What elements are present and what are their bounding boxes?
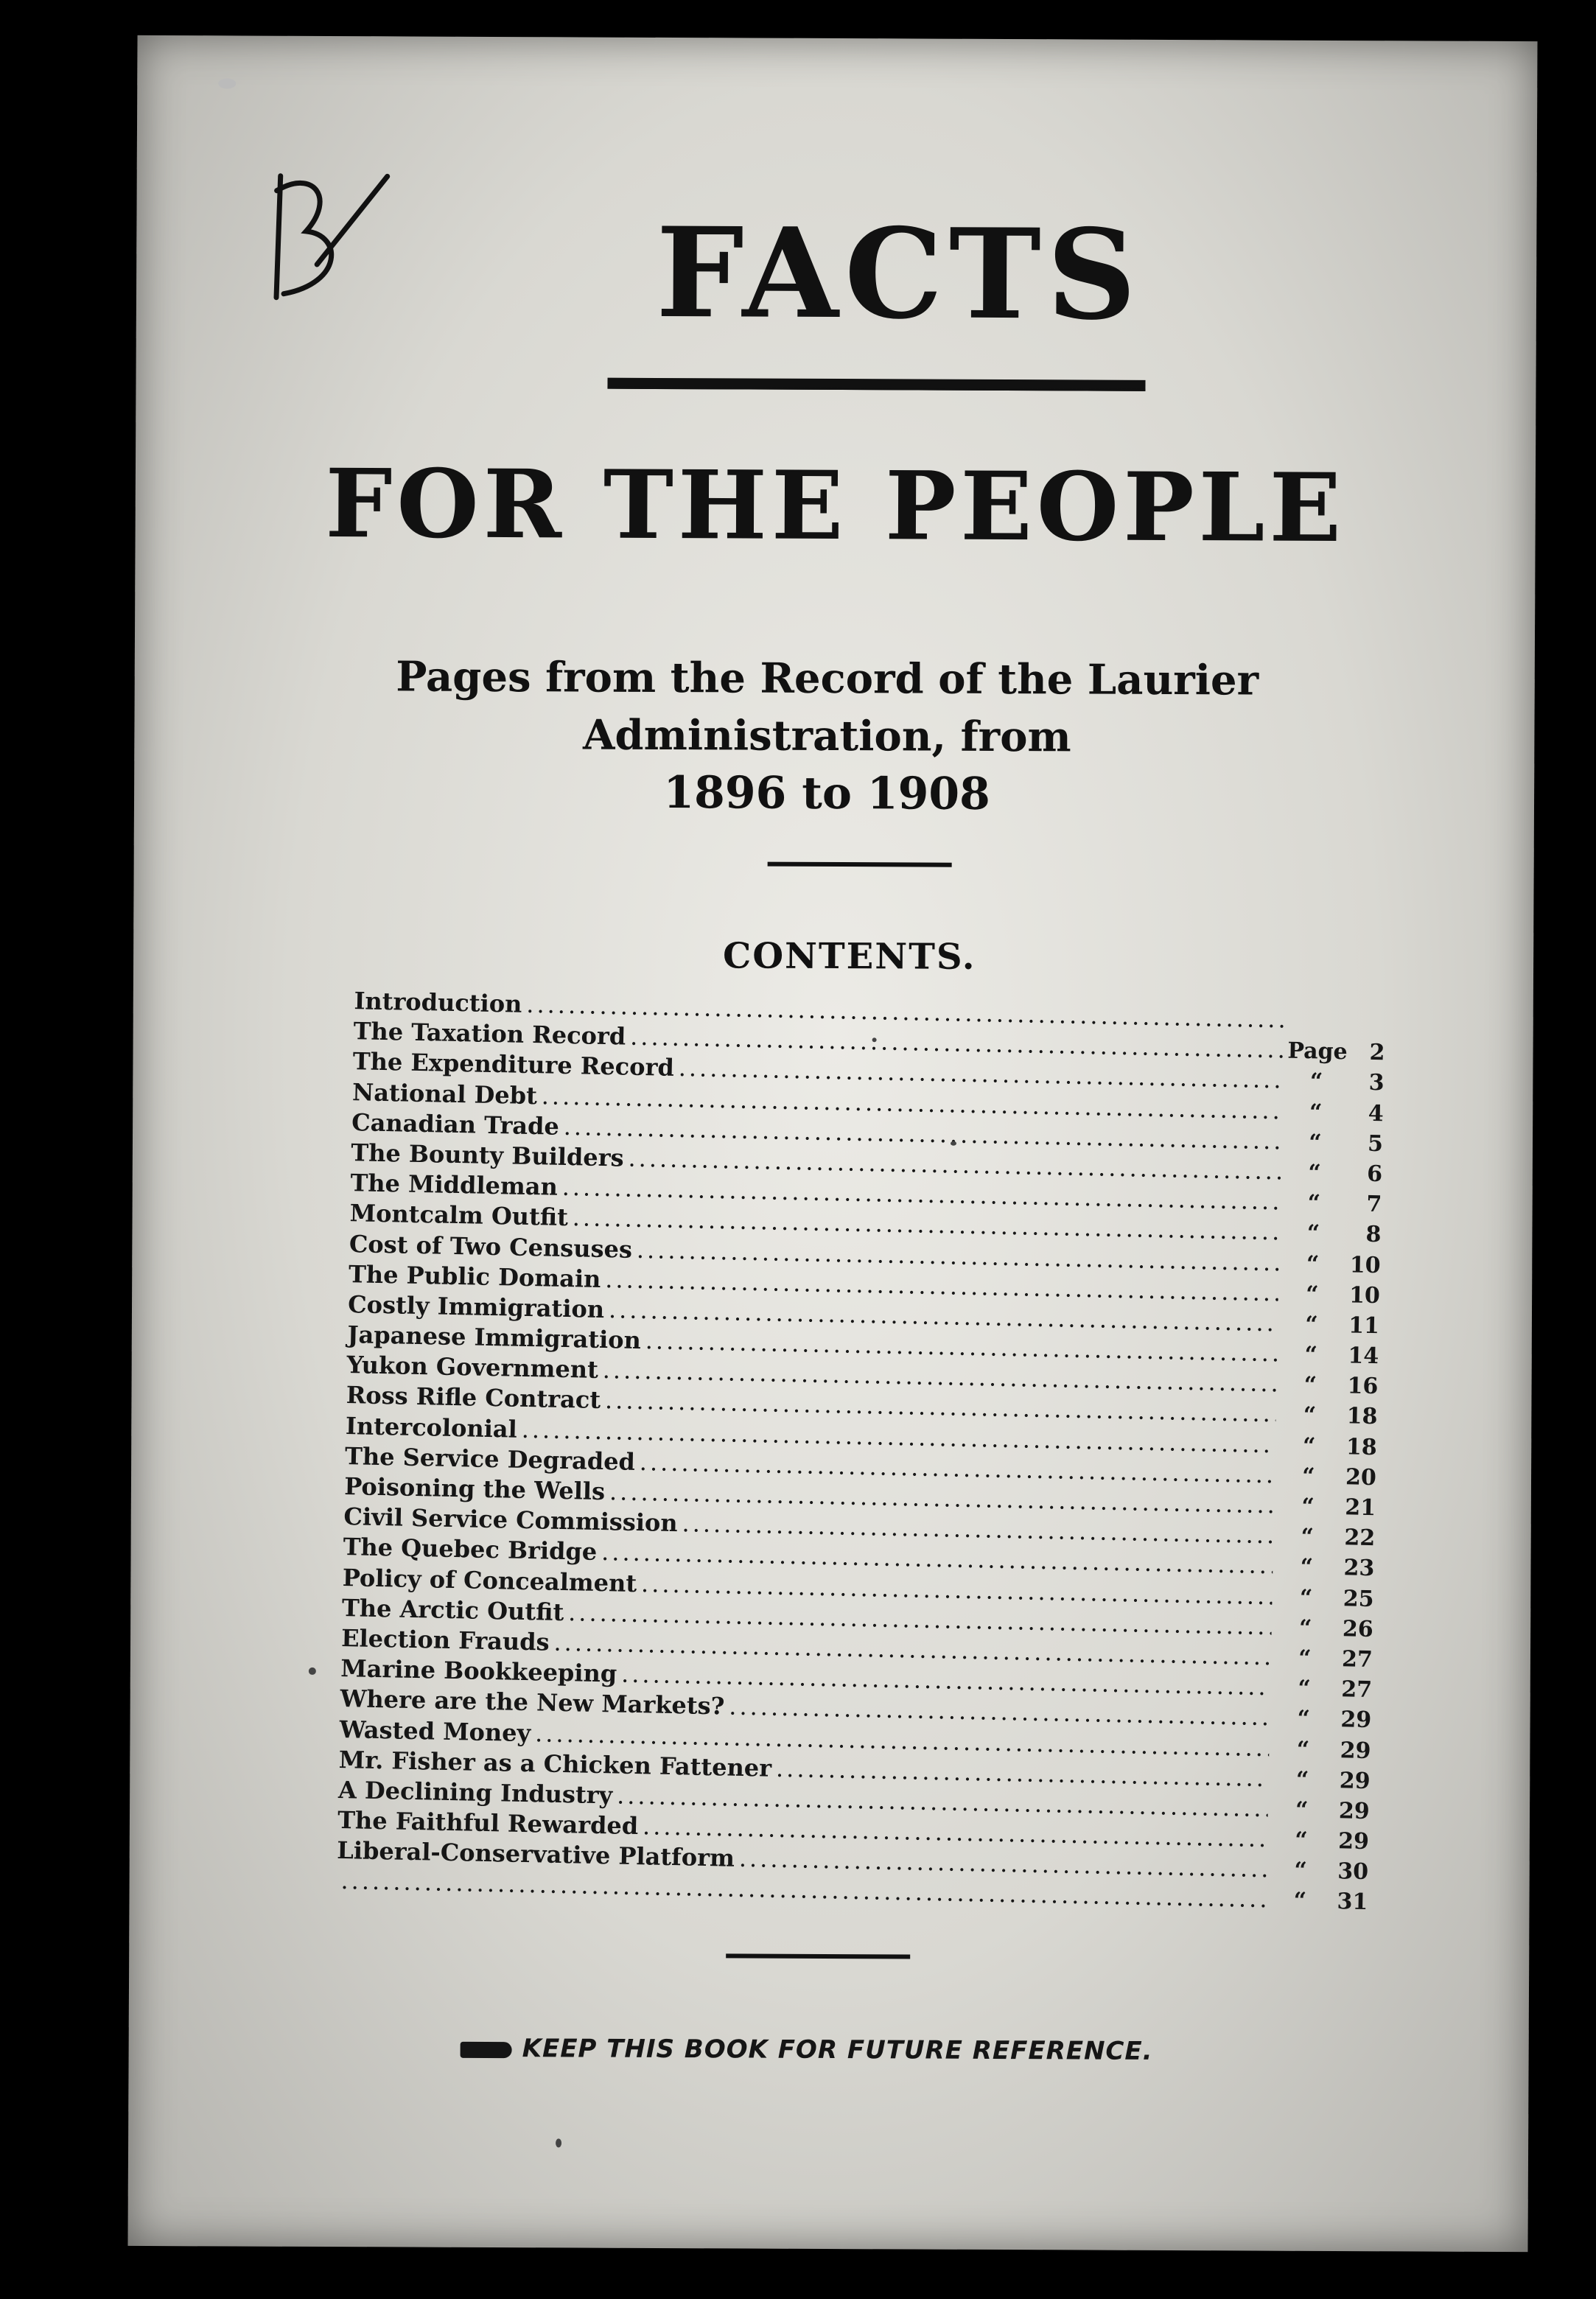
toc-page-number: 30	[1337, 1858, 1369, 1886]
toc-page-prefix: “	[1304, 1312, 1318, 1338]
toc-page-prefix: “	[1303, 1402, 1317, 1429]
toc-entry-title: Japanese Immigration	[347, 1320, 642, 1355]
toc-page-number: 29	[1340, 1707, 1372, 1734]
cover-main-subtitle: FOR THE PEOPLE	[325, 448, 1346, 564]
toc-entry-title: Wasted Money	[339, 1715, 531, 1747]
toc-page-number: 21	[1344, 1494, 1376, 1522]
toc-page-number: 29	[1337, 1828, 1370, 1855]
toc-page-prefix: “	[1296, 1736, 1310, 1763]
toc-page-number: 2	[1369, 1040, 1385, 1066]
toc-page-prefix: “	[1306, 1250, 1320, 1278]
cover-title: FACTS	[655, 199, 1143, 348]
table-of-contents	[336, 987, 1386, 1917]
speck	[556, 2138, 561, 2147]
speck	[309, 1668, 316, 1675]
toc-entry-title: The Expenditure Record	[352, 1047, 675, 1082]
toc-entry-title: Poisoning the Wells	[343, 1472, 606, 1506]
toc-page-number: 7	[1366, 1191, 1382, 1218]
toc-page-number: 22	[1344, 1525, 1376, 1552]
corner-speck	[218, 78, 236, 88]
toc-page-prefix: “	[1301, 1494, 1315, 1520]
toc-page-prefix: “	[1309, 1099, 1323, 1126]
toc-page-prefix: “	[1298, 1614, 1312, 1642]
divider-rule	[726, 1953, 910, 1959]
toc-entry-title: The Quebec Bridge	[343, 1533, 598, 1567]
toc-entry-title: The Middleman	[350, 1169, 559, 1201]
toc-entry-title: Canadian Trade	[351, 1107, 560, 1141]
toc-entry-title: Introduction	[354, 987, 522, 1018]
toc-entry-title: Costly Immigration	[347, 1290, 605, 1323]
toc-page-number: 29	[1339, 1767, 1371, 1794]
toc-page-number: 14	[1348, 1343, 1379, 1370]
toc-page-prefix: “	[1305, 1281, 1319, 1308]
speck	[872, 1037, 877, 1042]
toc-page-number: 16	[1347, 1373, 1379, 1400]
toc-page-number: 5	[1367, 1130, 1384, 1157]
toc-page-prefix: “	[1309, 1068, 1323, 1095]
toc-entry-title: Cost of Two Censuses	[349, 1229, 633, 1264]
description-line-2: Administration, from	[582, 710, 1071, 762]
toc-page-number: 29	[1338, 1798, 1371, 1824]
toc-page-number: 31	[1337, 1889, 1368, 1916]
toc-entry-title: Yukon Government	[346, 1351, 599, 1385]
toc-page-number: 10	[1348, 1282, 1381, 1309]
toc-page-prefix: “	[1298, 1645, 1312, 1672]
toc-page-prefix: “	[1294, 1827, 1308, 1854]
toc-page-number: 10	[1349, 1251, 1381, 1278]
toc-entry-title: Civil Service Commission	[343, 1502, 678, 1538]
toc-page-prefix: “	[1306, 1220, 1320, 1247]
divider-rule	[768, 862, 952, 867]
toc-entry-title: Intercolonial	[345, 1411, 518, 1444]
toc-page-number: 23	[1343, 1555, 1375, 1582]
toc-entry-title: The Faithful Rewarded	[337, 1806, 639, 1841]
toc-page-number: 6	[1366, 1161, 1383, 1188]
toc-page-prefix: “	[1308, 1160, 1322, 1186]
handwritten-mark	[247, 161, 395, 324]
toc-entry-title: The Taxation Record	[353, 1017, 626, 1051]
toc-page-number: 20	[1345, 1464, 1377, 1491]
toc-page-prefix: “	[1303, 1372, 1317, 1399]
toc-page-prefix: “	[1295, 1796, 1309, 1824]
toc-page-prefix: “	[1293, 1888, 1307, 1914]
toc-page-prefix: “	[1295, 1766, 1309, 1794]
toc-entry-title: Policy of Concealment	[342, 1563, 637, 1598]
toc-page-prefix	[1288, 1028, 1347, 1029]
toc-page-number: 8	[1365, 1222, 1382, 1248]
toc-entry-title: Montcalm Outfit	[349, 1199, 569, 1232]
footer-note	[438, 2034, 1175, 2066]
toc-page-prefix: “	[1298, 1676, 1312, 1702]
description-line-1: Pages from the Record of the Laurier	[396, 652, 1259, 705]
pointing-hand-icon	[461, 2041, 512, 2057]
toc-entry-title: The Public Domain	[348, 1259, 601, 1293]
toc-page-number: 4	[1368, 1100, 1385, 1127]
toc-entry-title: Where are the New Markets?	[340, 1684, 725, 1721]
toc-page-prefix: “	[1300, 1554, 1314, 1581]
toc-page-number: 26	[1342, 1616, 1374, 1642]
toc-page-prefix: “	[1297, 1706, 1311, 1732]
cover-description	[267, 648, 1387, 825]
toc-page-prefix: “	[1301, 1524, 1315, 1550]
toc-entry-title: Mr. Fisher as a Chicken Fattener	[338, 1745, 772, 1782]
toc-entry-title: National Debt	[351, 1077, 538, 1110]
toc-page-number: 27	[1341, 1646, 1373, 1673]
speck	[951, 1141, 956, 1146]
contents-heading: CONTENTS.	[722, 935, 976, 978]
toc-page-prefix: “	[1301, 1463, 1315, 1490]
toc-page-number: 18	[1346, 1403, 1378, 1430]
toc-page-prefix: Page	[1287, 1037, 1348, 1065]
toc-page-number: 25	[1343, 1585, 1374, 1612]
toc-page-number: 27	[1340, 1676, 1373, 1704]
toc-page-prefix: “	[1304, 1342, 1318, 1368]
toc-page-number: 29	[1340, 1737, 1371, 1764]
toc-page-number: 3	[1368, 1070, 1385, 1096]
toc-page-prefix: “	[1294, 1858, 1308, 1884]
toc-entry-title: A Declining Industry	[337, 1775, 613, 1810]
toc-entry-title: Liberal-Conservative Platform	[337, 1836, 735, 1873]
footer-note-text: KEEP THIS BOOK FOR FUTURE REFERENCE.	[522, 2034, 1153, 2066]
toc-entry-title: Marine Bookkeeping	[340, 1654, 617, 1688]
toc-page-prefix: “	[1302, 1432, 1316, 1460]
book-cover-page	[127, 35, 1537, 2252]
toc-entry-title: The Arctic Outfit	[341, 1593, 564, 1626]
toc-entry-title: Election Frauds	[340, 1623, 550, 1656]
description-line-3: 1896 to 1908	[663, 766, 990, 820]
toc-entry-title: The Service Degraded	[344, 1441, 636, 1476]
toc-page-prefix: “	[1307, 1190, 1321, 1217]
toc-entry-title: Ross Rifle Contract	[346, 1381, 601, 1415]
title-underline	[607, 378, 1145, 391]
toc-page-prefix: “	[1299, 1584, 1313, 1611]
toc-entry-title: The Bounty Builders	[351, 1138, 624, 1172]
toc-page-prefix: “	[1308, 1129, 1322, 1156]
toc-page-number: 11	[1348, 1312, 1380, 1340]
toc-page-number: 18	[1345, 1433, 1378, 1460]
